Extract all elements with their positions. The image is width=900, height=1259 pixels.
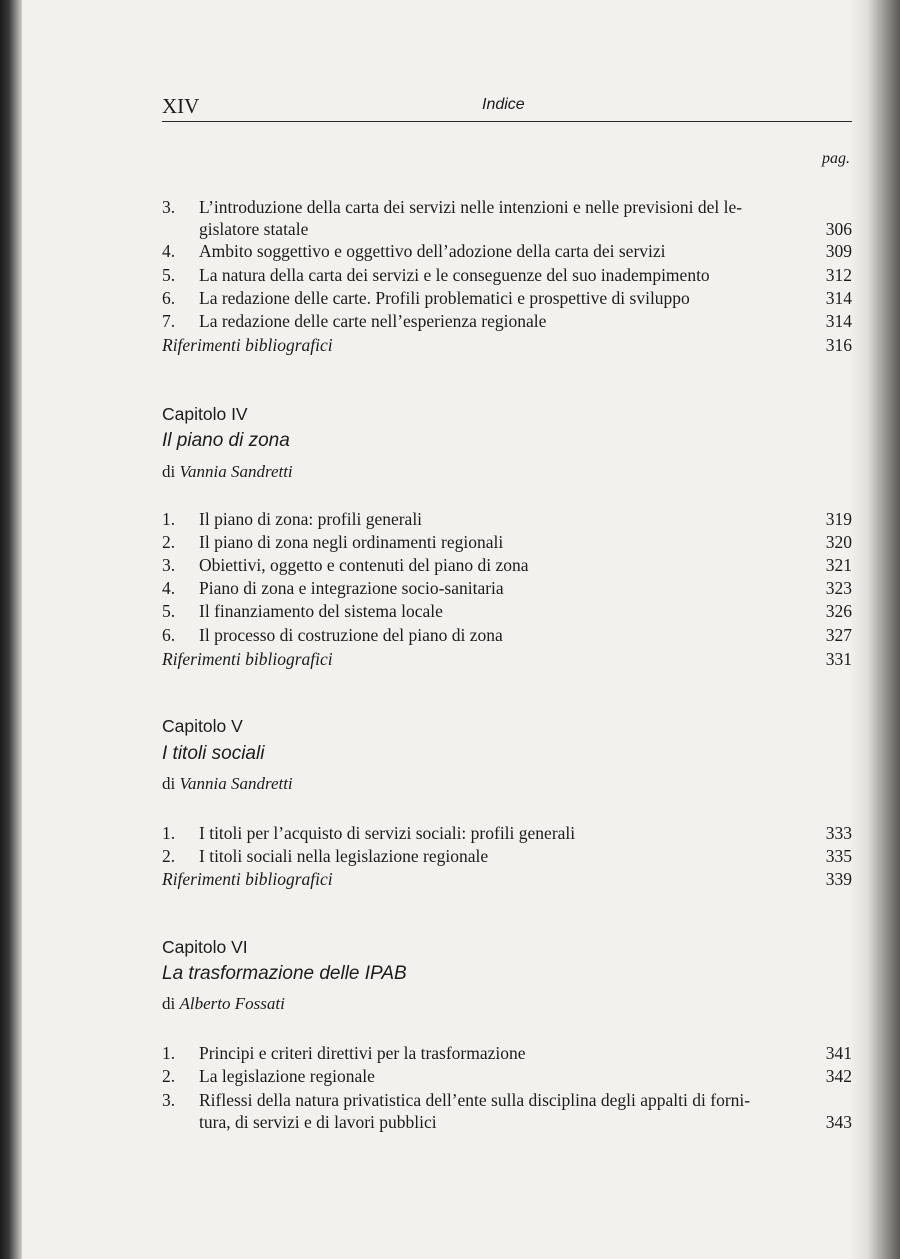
header-rule: [162, 121, 852, 122]
author-name: Alberto Fossati: [179, 994, 285, 1013]
entry-page: 341: [825, 1043, 852, 1063]
toc-entry[interactable]: [162, 845, 852, 867]
running-header-title: Indice: [482, 96, 525, 113]
toc-entry[interactable]: [162, 554, 852, 576]
author-prefix: di: [162, 994, 176, 1013]
entry-number: 1.: [162, 1043, 176, 1063]
page-number: XIV: [162, 94, 200, 118]
entry-page: 314: [825, 288, 852, 308]
entry-page: 342: [825, 1066, 852, 1086]
entry-title: I titoli sociali nella legislazione regionale: [199, 846, 489, 866]
entry-number: 6.: [162, 288, 176, 308]
references-entry[interactable]: [162, 868, 852, 890]
entry-number: 2.: [162, 1066, 176, 1086]
entry-title: Il piano di zona: profili generali: [199, 509, 423, 529]
entry-title: La redazione delle carte. Profili problematici e prospettive di sviluppo: [199, 288, 690, 308]
chapter-label: Capitolo V: [162, 716, 243, 736]
entry-page: 320: [825, 532, 852, 552]
author-name: Vannia Sandretti: [179, 462, 293, 481]
toc-entry[interactable]: [162, 310, 852, 332]
entry-page: 306: [825, 219, 852, 239]
entry-number: 5.: [162, 601, 176, 621]
entry-page: 343: [825, 1112, 852, 1132]
author-prefix: di: [162, 774, 176, 793]
references-entry[interactable]: [162, 334, 852, 356]
toc-entry[interactable]: [162, 1089, 852, 1133]
references-label: Riferimenti bibliografici: [162, 649, 333, 669]
entry-page: 309: [825, 241, 852, 261]
entry-page: 326: [825, 601, 852, 621]
entry-page: 335: [825, 846, 852, 866]
entry-page: 316: [825, 335, 852, 355]
entry-page: 339: [825, 869, 852, 889]
entry-title-line1: Riflessi della natura privatistica dell’ente sulla disciplina degli appalti di forni-: [199, 1090, 751, 1110]
entry-page: 323: [825, 578, 852, 598]
toc-entry[interactable]: [162, 577, 852, 599]
toc-entry[interactable]: [162, 264, 852, 286]
entry-title: Principi e criteri direttivi per la trasformazione: [199, 1043, 526, 1063]
entry-page: 321: [825, 555, 852, 575]
author-prefix: di: [162, 462, 176, 481]
toc-entry[interactable]: [162, 508, 852, 530]
toc-entry[interactable]: [162, 822, 852, 844]
entry-page: 333: [825, 823, 852, 843]
entry-title-line2: tura, di servizi e di lavori pubblici: [199, 1112, 437, 1132]
entry-title: La redazione delle carte nell’esperienza regionale: [199, 311, 547, 331]
entry-number: 1.: [162, 823, 176, 843]
toc-entry[interactable]: [162, 531, 852, 553]
entry-number: 2.: [162, 846, 176, 866]
entry-number: 3.: [162, 197, 176, 217]
entry-title: Obiettivi, oggetto e contenuti del piano di zona: [199, 555, 529, 575]
entry-number: 7.: [162, 311, 176, 331]
references-entry[interactable]: [162, 648, 852, 670]
entry-number: 1.: [162, 509, 176, 529]
entry-number: 3.: [162, 1090, 176, 1110]
author-name: Vannia Sandretti: [179, 774, 293, 793]
chapter-author: [162, 994, 285, 1014]
toc-entry[interactable]: [162, 287, 852, 309]
toc-entry[interactable]: [162, 1042, 852, 1064]
chapter-title[interactable]: I titoli sociali: [162, 743, 265, 764]
entry-number: 4.: [162, 241, 176, 261]
toc-entry[interactable]: [162, 1065, 852, 1087]
entry-title-line1: L’introduzione della carta dei servizi nelle intenzioni e nelle previsioni del le-: [199, 197, 743, 217]
entry-title: La natura della carta dei servizi e le conseguenze del suo inadempimento: [199, 265, 710, 285]
references-label: Riferimenti bibliografici: [162, 335, 333, 355]
entry-title-line2: gislatore statale: [199, 219, 309, 239]
entry-title: Il piano di zona negli ordinamenti regionali: [199, 532, 504, 552]
chapter-author: [162, 462, 293, 482]
chapter-title[interactable]: Il piano di zona: [162, 430, 290, 451]
entry-number: 4.: [162, 578, 176, 598]
toc-entry[interactable]: [162, 624, 852, 646]
entry-page: 327: [825, 625, 852, 645]
entry-number: 5.: [162, 265, 176, 285]
chapter-label: Capitolo VI: [162, 937, 248, 957]
entry-number: 2.: [162, 532, 176, 552]
toc-entry[interactable]: [162, 196, 852, 240]
entry-title: Piano di zona e integrazione socio-sanitaria: [199, 578, 504, 598]
chapter-title[interactable]: La trasformazione delle IPAB: [162, 963, 407, 984]
page-column-label: pag.: [822, 150, 850, 167]
entry-page: 312: [825, 265, 852, 285]
entry-title: La legislazione regionale: [199, 1066, 375, 1086]
entry-title: Ambito soggettivo e oggettivo dell’adozione della carta dei servizi: [199, 241, 666, 261]
entry-title: I titoli per l’acquisto di servizi sociali: profili generali: [199, 823, 576, 843]
entry-title: Il finanziamento del sistema locale: [199, 601, 443, 621]
toc-entry[interactable]: [162, 240, 852, 262]
entry-page: 314: [825, 311, 852, 331]
entry-number: 6.: [162, 625, 176, 645]
entry-page: 319: [825, 509, 852, 529]
chapter-author: [162, 774, 293, 794]
entry-page: 331: [825, 649, 852, 669]
toc-entry[interactable]: [162, 600, 852, 622]
references-label: Riferimenti bibliografici: [162, 869, 333, 889]
entry-title: Il processo di costruzione del piano di zona: [199, 625, 503, 645]
entry-number: 3.: [162, 555, 176, 575]
chapter-label: Capitolo IV: [162, 404, 248, 424]
